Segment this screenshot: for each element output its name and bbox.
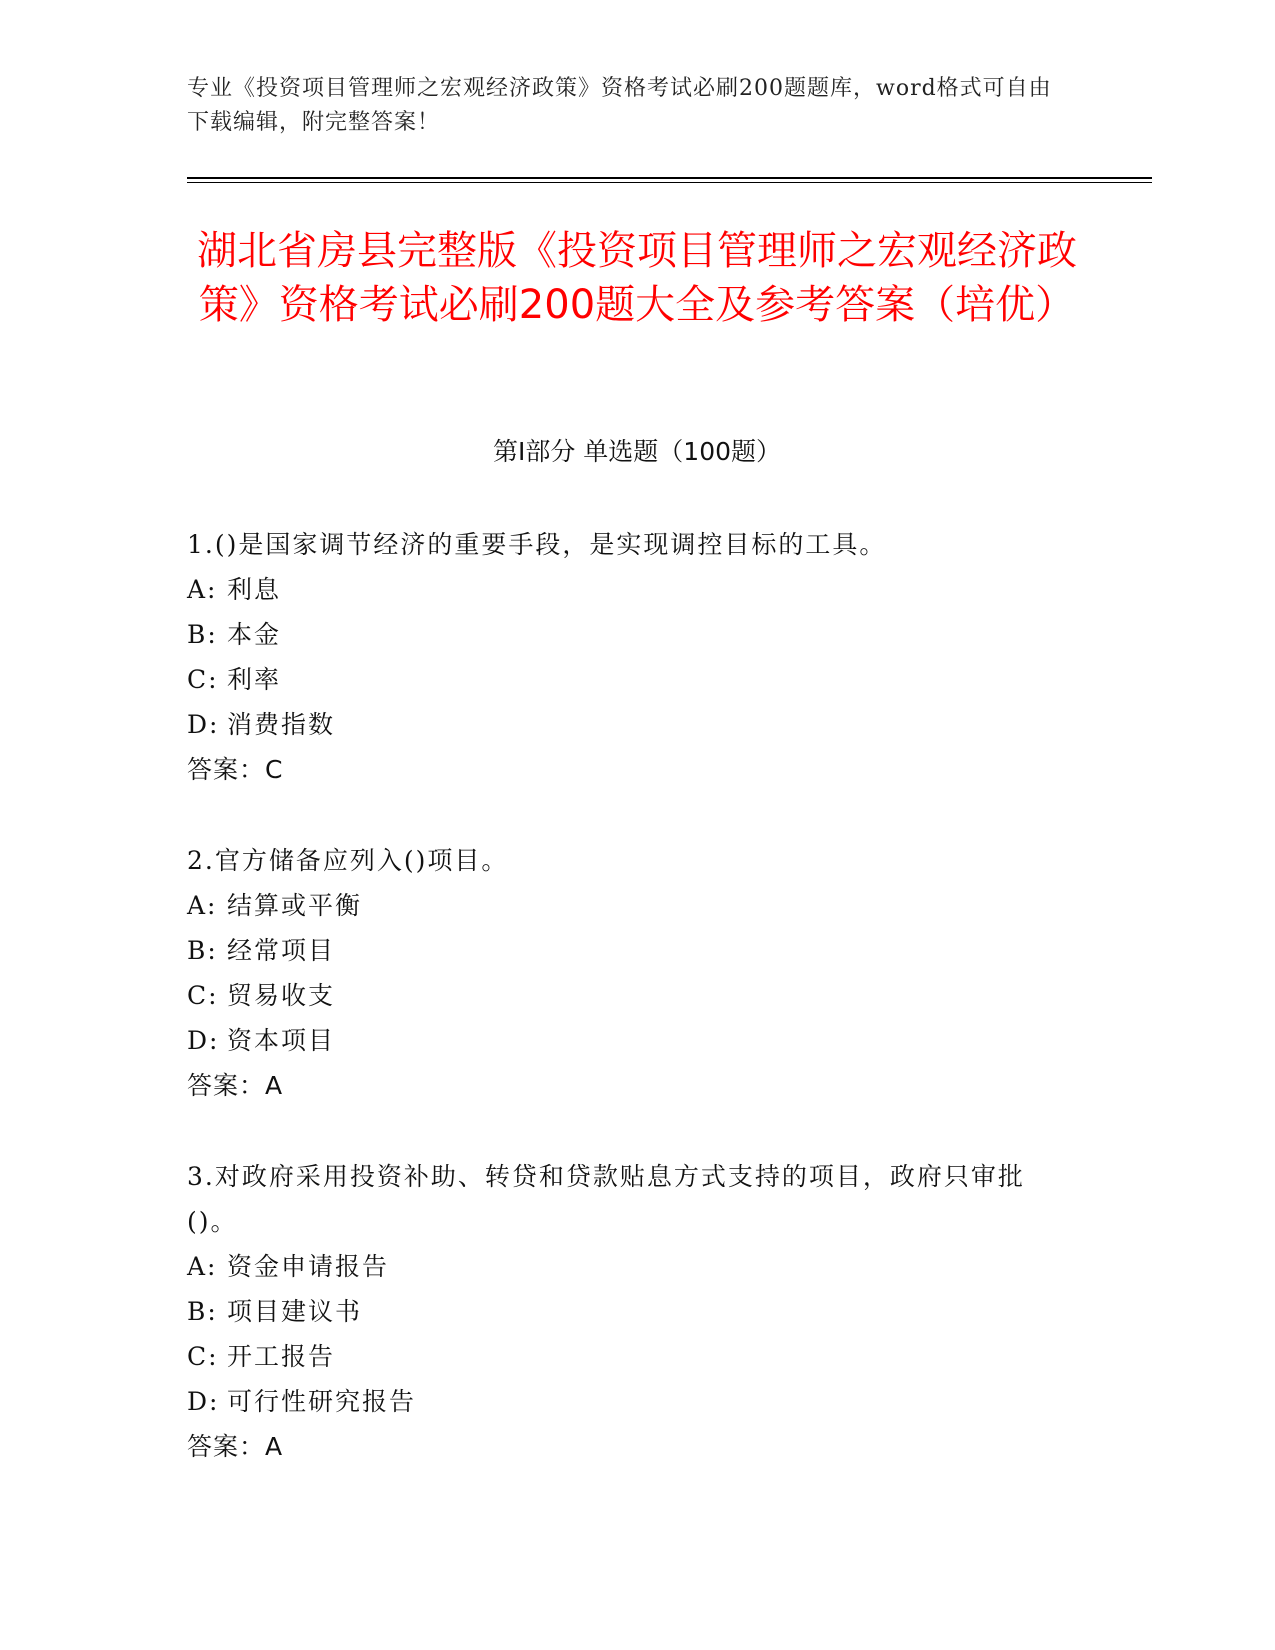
option-text: 资本项目 [227,1026,336,1055]
option-letter: A: [187,1252,218,1281]
option-b [187,928,1067,973]
option-c [187,1334,1067,1379]
option-text: 贸易收支 [227,981,336,1010]
option-letter: D: [187,710,220,739]
option-text: 经常项目 [227,936,336,965]
option-d [187,1018,1067,1063]
option-d [187,1379,1067,1424]
answer-line: 答案：A [187,1071,284,1100]
option-b [187,1289,1067,1334]
option-letter: A: [187,891,218,920]
question-1 [187,522,1067,792]
option-text: 开工报告 [227,1342,336,1371]
option-letter: C: [187,1342,219,1371]
option-text: 利息 [227,575,282,604]
option-text: 项目建议书 [227,1297,363,1326]
option-a [187,1244,1067,1289]
option-text: 结算或平衡 [227,891,363,920]
option-letter: B: [187,620,218,649]
document-title: 湖北省房县完整版《投资项目管理师之宏观经济政策》资格考试必刷200题大全及参考答案（培优） [197,228,1077,328]
option-letter: A: [187,575,218,604]
option-a [187,567,1067,612]
option-text: 可行性研究报告 [227,1387,417,1416]
option-letter: C: [187,981,219,1010]
option-text: 本金 [227,620,282,649]
answer-line: 答案：C [187,755,284,784]
option-d [187,702,1067,747]
option-text: 资金申请报告 [227,1252,390,1281]
question-2 [187,838,1067,1108]
question-stem: 3.对政府采用投资补助、转贷和贷款贴息方式支持的项目，政府只审批()。 [187,1162,1025,1236]
option-text: 消费指数 [227,710,336,739]
option-a [187,883,1067,928]
option-letter: B: [187,936,218,965]
option-letter: D: [187,1026,220,1055]
section-heading: 第I部分 单选题（100题） [492,437,782,466]
question-stem: 2.官方储备应列入()项目。 [187,846,509,875]
option-c [187,973,1067,1018]
question-stem: 1.()是国家调节经济的重要手段，是实现调控目标的工具。 [187,530,887,559]
header-note: 专业《投资项目管理师之宏观经济政策》资格考试必刷200题题库，word格式可自由下载编辑，附完整答案！ [187,76,1052,135]
option-letter: C: [187,665,219,694]
option-text: 利率 [227,665,282,694]
header-rule-thick [187,177,1152,179]
option-c [187,657,1067,702]
option-letter: D: [187,1387,220,1416]
option-b [187,612,1067,657]
option-letter: B: [187,1297,218,1326]
question-3 [187,1154,1067,1469]
header-rule-thin [187,182,1152,183]
answer-line: 答案：A [187,1432,284,1461]
